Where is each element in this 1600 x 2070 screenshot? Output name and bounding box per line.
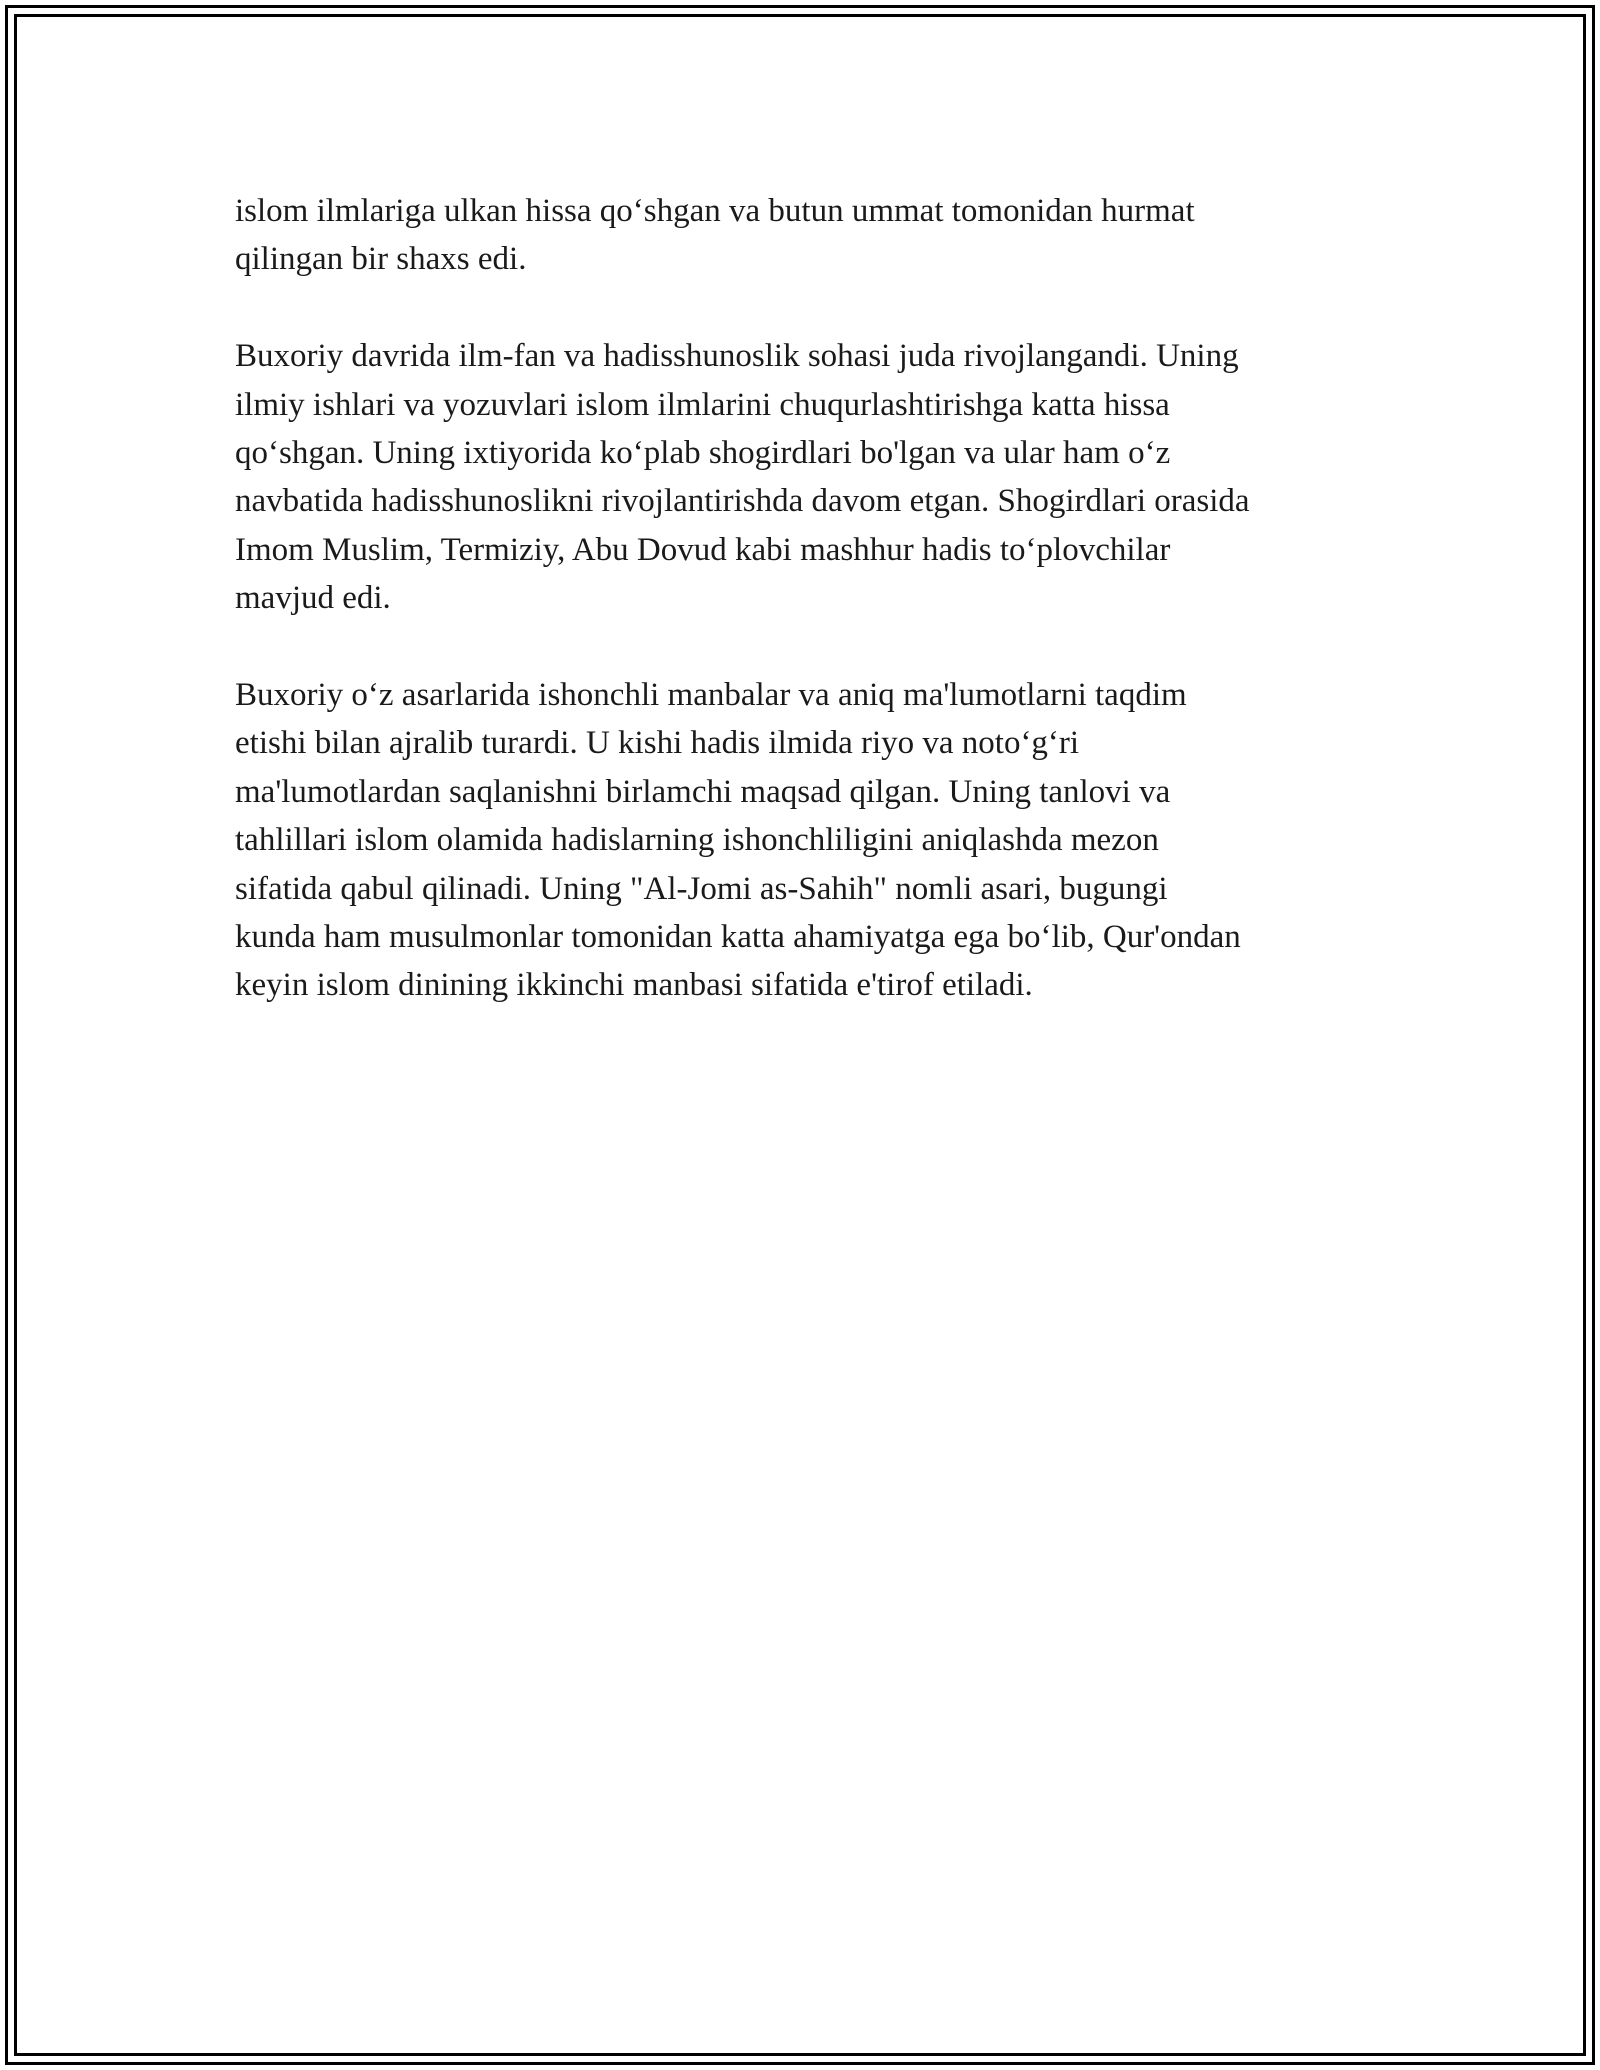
paragraph-3: Buxoriy o‘z asarlarida ishonchli manbalar va aniq ma'lumotlarni taqdim etishi bilan ajralib turardi. U kishi hadis ilmida riyo va noto‘g‘ri ma'lumotlardan saqlanishni birlamchi maqsad qilgan. Uning tanlovi va tahlillari islom olamida hadislarning ishonchliligini aniqlashda mezon sifatida qabul qilinadi. Uning "Al-Jomi as-Sahih" nomli asari, bugungi kunda ham musulmonlar tomonidan katta ahamiyatga ega bo‘lib, Qur'ondan keyin islom dinining ikkinchi manbasi sifatida e'tirof etiladi. bbox=[235, 677, 1241, 1004]
document-body bbox=[235, 187, 1375, 1058]
paragraph-1: islom ilmlariga ulkan hissa qo‘shgan va butun ummat tomonidan hurmat qilingan bir shaxs edi. bbox=[235, 193, 1195, 278]
paragraph-2: Buxoriy davrida ilm-fan va hadisshunoslik sohasi juda rivojlangandi. Uning ilmiy ishlari va yozuvlari islom ilmlarini chuqurlashtirishga katta hissa qo‘shgan. Uning ixtiyorida ko‘plab shogirdlari bo'lgan va ular ham o‘z navbatida hadisshunoslikni rivojlantirishda davom etgan. Shogirdlari orasida Imom Muslim, Termiziy, Abu Dovud kabi mashhur hadis to‘plovchilar mavjud edi. bbox=[235, 338, 1250, 617]
